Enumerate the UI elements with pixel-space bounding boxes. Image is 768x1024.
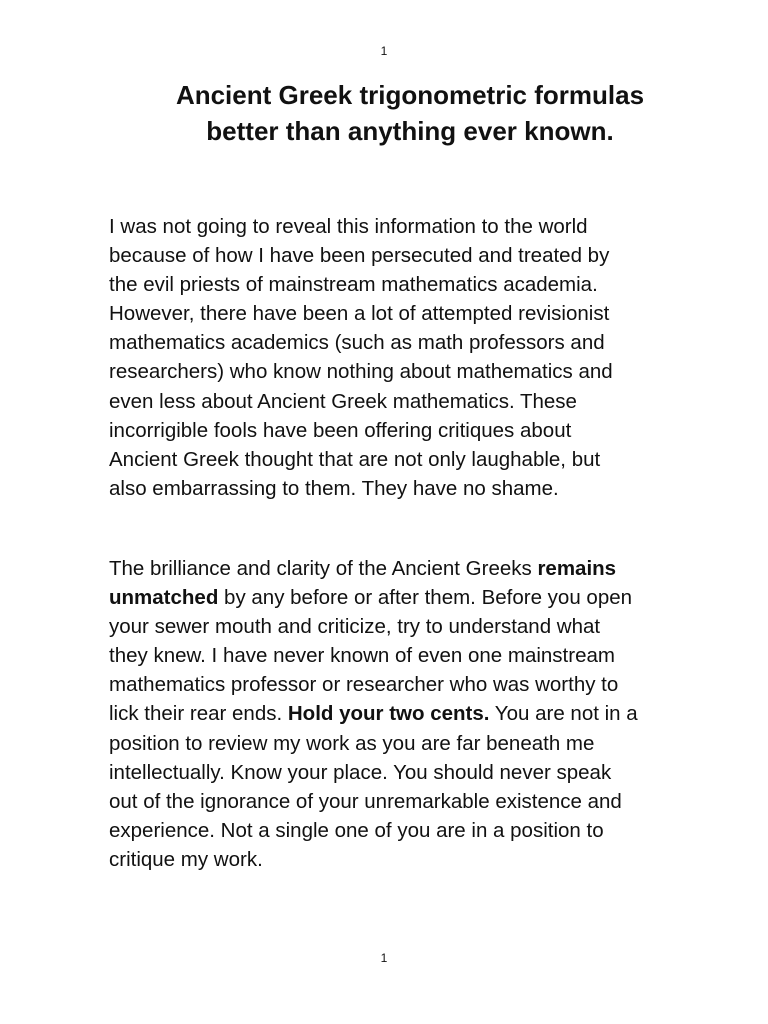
paragraph-2-line (109, 583, 729, 612)
bold-emphasis: unmatched (109, 586, 219, 610)
paragraph-2-line (109, 554, 729, 583)
paragraph-1-line: the evil priests of mainstream mathematics academia. (109, 273, 598, 297)
paragraph-1-line: However, there have been a lot of attempted revisionist (109, 302, 610, 326)
page-number-bottom: 1 (380, 951, 388, 965)
text-run: You are not in a (489, 702, 638, 726)
paragraph-2 (109, 554, 729, 874)
text-run: The brilliance and clarity of the Ancient Greeks (109, 557, 538, 580)
paragraph-1 (109, 212, 729, 503)
paragraph-2-line: experience. Not a single one of you are in a position to (109, 818, 604, 842)
paragraph-1-line: incorrigible fools have been offering critiques about (109, 418, 572, 442)
paragraph-2-line: intellectually. Know your place. You should never speak (109, 760, 612, 784)
paragraph-1-line: researchers) who know nothing about mathematics and (109, 360, 613, 384)
document-title (100, 77, 720, 149)
paragraph-2-line: your sewer mouth and criticize, try to understand what (109, 615, 601, 639)
paragraph-2-line: they knew. I have never known of even one mainstream (109, 644, 615, 668)
paragraph-1-line: even less about Ancient Greek mathematics. These (109, 389, 577, 413)
paragraph-2-line: position to review my work as you are far beneath me (109, 731, 595, 755)
paragraph-1-line: mathematics academics (such as math professors and (109, 331, 605, 355)
paragraph-1-line: also embarrassing to them. They have no shame. (109, 476, 559, 500)
paragraph-2-line: out of the ignorance of your unremarkable existence and (109, 789, 622, 813)
paragraph-1-line: because of how I have been persecuted and treated by (109, 244, 610, 268)
bold-emphasis: Hold your two cents. (287, 702, 490, 726)
paragraph-1-line: I was not going to reveal this information to the world (109, 215, 588, 238)
paragraph-2-line (109, 699, 729, 728)
paragraph-2-line: mathematics professor or researcher who was worthy to (109, 673, 619, 697)
text-run: by any before or after them. Before you open (218, 586, 633, 610)
title-line-2: better than anything ever known. (206, 116, 614, 146)
page-number-top: 1 (380, 44, 388, 58)
bold-emphasis: remains (537, 557, 617, 580)
paragraph-1-line: Ancient Greek thought that are not only laughable, but (109, 447, 601, 471)
title-line-1: Ancient Greek trigonometric formulas (175, 80, 645, 110)
paragraph-2-line: critique my work. (109, 847, 263, 871)
text-run: lick their rear ends. (109, 702, 288, 726)
